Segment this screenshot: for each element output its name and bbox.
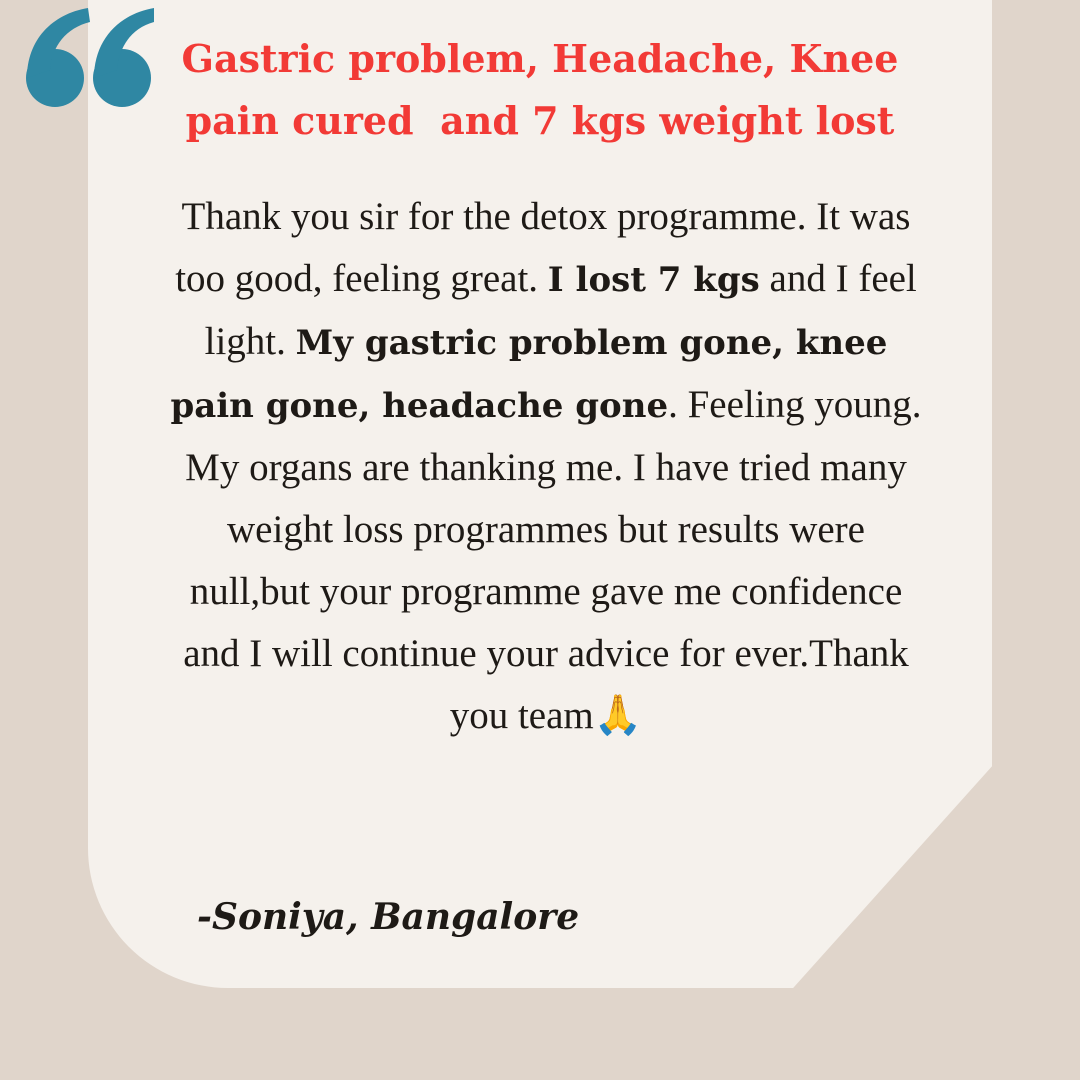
headline-line-1: Gastric problem, Headache, Knee: [181, 36, 899, 81]
testimonial-signature: -Soniya, Bangalore: [197, 896, 580, 938]
folded-hands-icon: 🙏: [593, 694, 643, 737]
testimonial-text-1: Thank you sir for the detox programme. It was too good, feeling great.: [175, 195, 911, 300]
testimonial-highlight-weight: I lost 7 kgs: [547, 260, 760, 300]
testimonial-body: [170, 186, 922, 747]
headline-line-2: pain cured and 7 kgs weight lost: [185, 98, 895, 143]
testimonial-text-2: and I feel light.: [204, 257, 917, 363]
testimonial-highlight-health: My gastric problem gone, knee pain gone, headache gone: [170, 323, 888, 426]
opening-double-quote-icon: [22, 0, 154, 112]
testimonial-headline: [160, 28, 920, 152]
testimonial-text-3: . Feeling young. My organs are thanking me. I have tried many weight loss programmes but results were null,but your programme gave me confidence and I will continue your advice for ever.Thank you team: [183, 383, 922, 737]
